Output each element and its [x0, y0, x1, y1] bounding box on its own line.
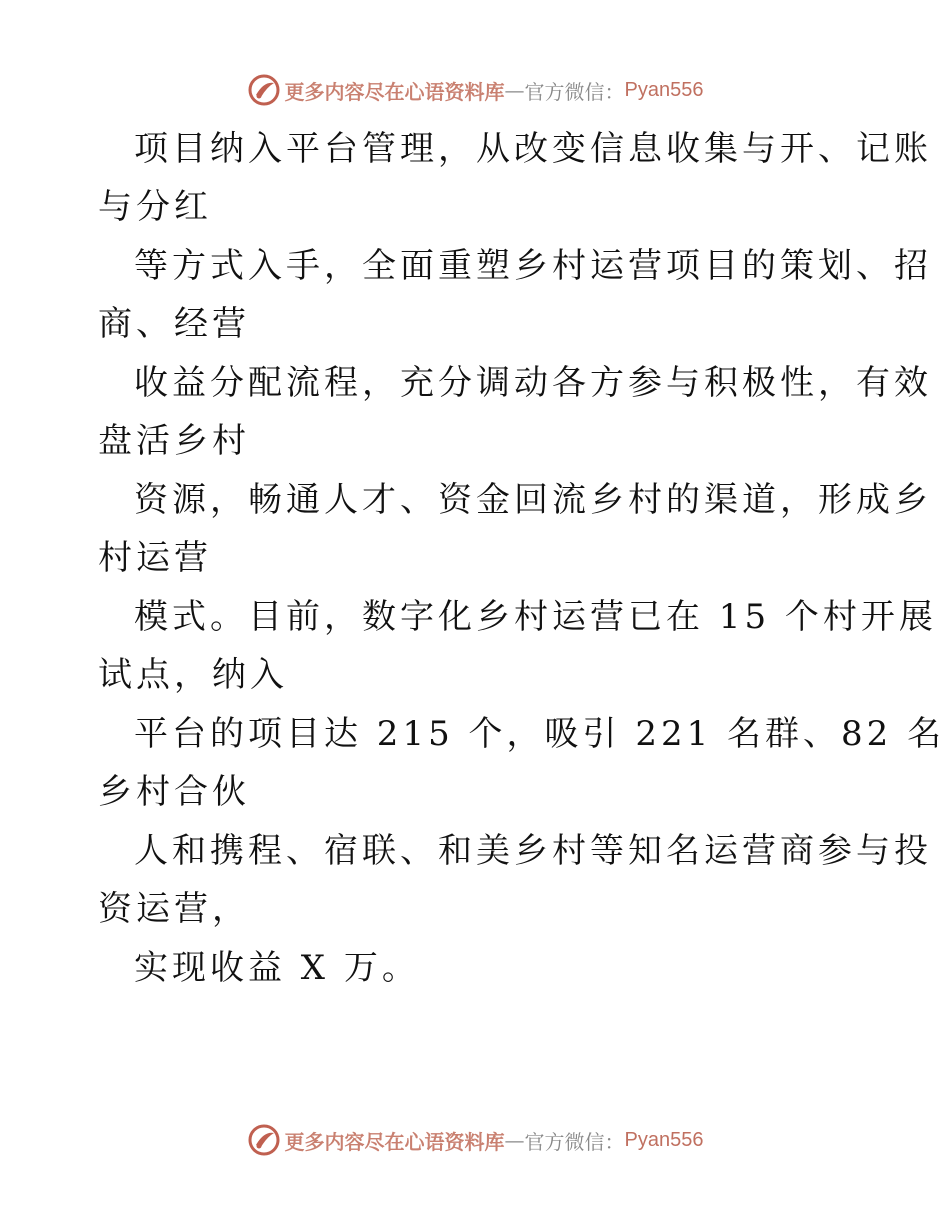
- text-line: 与分红: [98, 187, 212, 227]
- brush-logo-icon: [247, 1123, 281, 1157]
- text-line: 模式。目前，数字化乡村运营已在 15 个村开展: [134, 597, 937, 637]
- header-watermark: [0, 70, 950, 110]
- text-line: 人和携程、宿联、和美乡村等知名运营商参与投: [134, 831, 932, 871]
- text-line: 实现收益 X 万。: [134, 948, 420, 988]
- text-line: 资运营，: [98, 889, 250, 929]
- brush-logo-icon: [247, 73, 281, 107]
- text-line: 商、经营: [98, 304, 250, 344]
- text-line: 等方式入手，全面重塑乡村运营项目的策划、招: [134, 246, 932, 286]
- text-line: 乡村合伙: [98, 772, 250, 812]
- text-line: 项目纳入平台管理，从改变信息收集与开、记账: [134, 129, 932, 169]
- watermark-sub: 官方微信：: [524, 1129, 625, 1154]
- watermark-sub: 官方微信：: [524, 79, 625, 104]
- watermark-id: Pyan556: [624, 78, 704, 101]
- text-line: 资源，畅通人才、资金回流乡村的渠道，形成乡: [134, 480, 932, 520]
- watermark-id: Pyan556: [624, 1128, 704, 1151]
- watermark-title: 更多内容尽在心语资料库: [284, 79, 505, 104]
- footer-watermark: [0, 1120, 950, 1160]
- watermark-dash: —: [504, 1128, 525, 1152]
- text-line: 平台的项目达 215 个，吸引 221 名群、82 名: [134, 714, 946, 754]
- watermark-title: 更多内容尽在心语资料库: [284, 1129, 505, 1154]
- text-line: 盘活乡村: [98, 421, 250, 461]
- text-line: 收益分配流程，充分调动各方参与积极性，有效: [134, 363, 932, 403]
- text-line: 试点，纳入: [98, 655, 288, 695]
- text-line: 村运营: [98, 538, 212, 578]
- watermark-dash: —: [504, 78, 525, 102]
